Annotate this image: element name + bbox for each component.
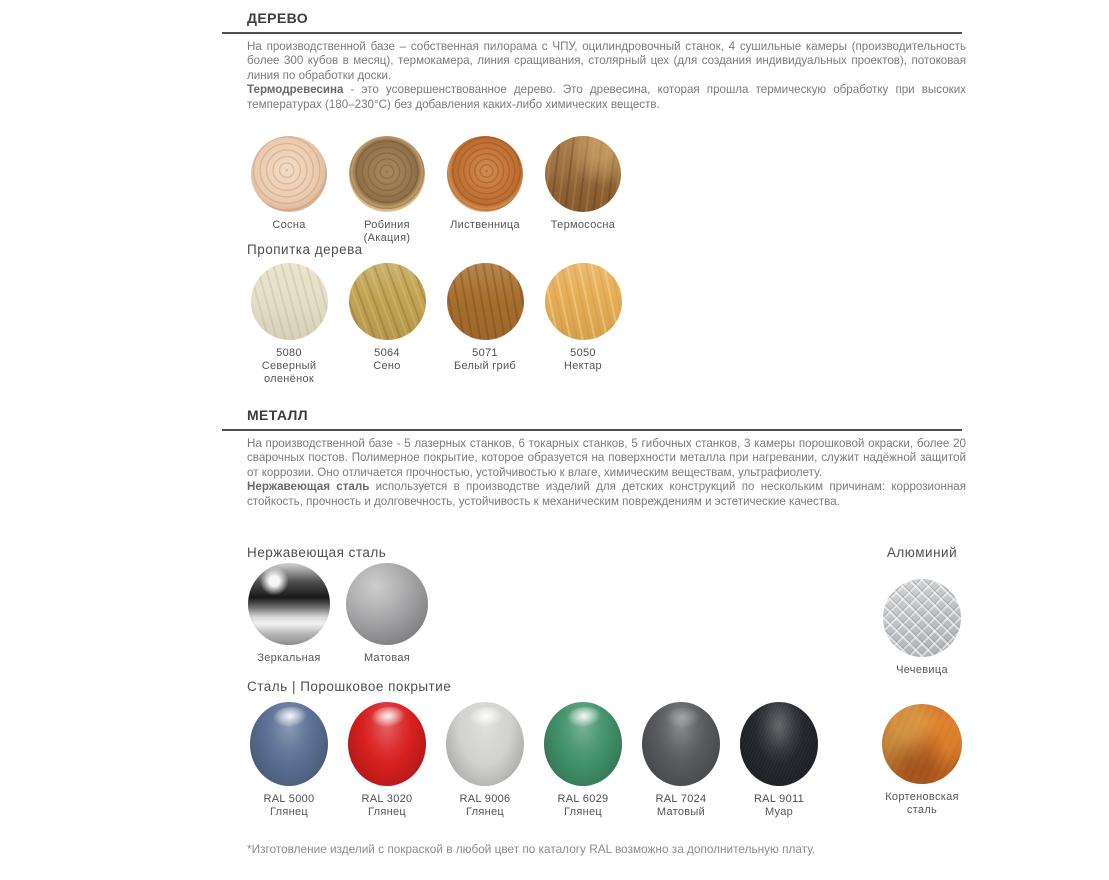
wood-intro-paragraph: На производственной базе – собственная пилорама с ЧПУ, оцилиндровочный станок, 4 сушильные камеры (производительность более 300 кубов в месяц), термокамера, линия сращивания, столярный цех (для создания индивидуальных проектов), потоковая линия по обработки доски. xyxy=(247,40,966,82)
thermowood-paragraph xyxy=(247,83,966,112)
ral-item xyxy=(240,702,338,819)
ral-item xyxy=(730,702,828,819)
impregnation-swatch-5080 xyxy=(251,263,328,340)
impregnation-label xyxy=(373,347,400,373)
impregnation-code: 5080 xyxy=(276,347,302,359)
impregnation-title: Пропитка дерева xyxy=(247,242,363,257)
ral-label xyxy=(362,793,413,819)
ral-3020-swatch xyxy=(348,702,426,786)
wood-section-title: ДЕРЕВО xyxy=(247,10,309,26)
ral-finish: Глянец xyxy=(563,806,602,818)
impregnation-item xyxy=(240,263,338,386)
impregnation-item xyxy=(534,263,632,386)
ral-5000-swatch xyxy=(250,702,328,786)
impregnation-name: Сено xyxy=(373,360,401,372)
impregnation-name: Белый гриб xyxy=(453,360,517,372)
impregnation-swatch-5071 xyxy=(447,263,524,340)
aluminum-block xyxy=(874,545,970,677)
larch-label: Лиственница xyxy=(450,219,520,231)
ral-code: RAL 5000 xyxy=(263,793,315,805)
wood-section-divider xyxy=(222,32,962,34)
thermowood-term: Термодревесина xyxy=(247,83,344,97)
ral-label xyxy=(558,793,609,819)
corten-steel-swatch xyxy=(882,704,962,784)
stainless-item xyxy=(338,563,436,665)
thermowood-text: - это усовершенствованное дерево. Это древесина, которая прошла термическую обработку при высоких температурах (180–230°С) без добавления каких-либо химических веществ. xyxy=(247,83,966,111)
pine-swatch xyxy=(251,136,327,212)
impregnation-code: 5071 xyxy=(472,347,498,359)
ral-finish: Глянец xyxy=(367,806,406,818)
matte-steel-swatch xyxy=(346,563,428,645)
impregnation-swatch-5064 xyxy=(349,263,426,340)
impregnation-item xyxy=(338,263,436,386)
larch-swatch xyxy=(447,136,523,212)
aluminum-swatch xyxy=(883,579,961,657)
ral-code: RAL 6029 xyxy=(557,793,609,805)
powder-title: Сталь | Порошковое покрытие xyxy=(247,679,452,694)
matte-steel-label: Матовая xyxy=(363,652,411,664)
ral-label xyxy=(264,793,315,819)
metal-section-title: МЕТАЛЛ xyxy=(247,407,308,423)
ral-code: RAL 9006 xyxy=(459,793,511,805)
thermopine-label: Термососна xyxy=(550,219,616,231)
ral-code: RAL 3020 xyxy=(361,793,413,805)
stainless-text: используется в производстве изделий для детских конструкций по нескольким причинам: коррозионная стойкость, прочность и долговечность, устойчивость к механическим повреждениям и эстетические качества. xyxy=(247,480,966,508)
ral-9011-swatch xyxy=(740,702,818,786)
stainless-paragraph xyxy=(247,480,966,509)
impregnation-row xyxy=(240,263,632,386)
wood-intro-copy xyxy=(247,40,966,112)
wood-species-item xyxy=(534,136,632,245)
impregnation-label xyxy=(454,347,516,373)
ral-9006-swatch xyxy=(446,702,524,786)
ral-finish: Матовый xyxy=(656,806,706,818)
ral-6029-swatch xyxy=(544,702,622,786)
ral-finish: Глянец xyxy=(269,806,308,818)
powder-row xyxy=(240,702,828,819)
pine-label: Сосна xyxy=(272,219,306,231)
wood-species-item xyxy=(436,136,534,245)
ral-code: RAL 7024 xyxy=(655,793,707,805)
ral-item xyxy=(534,702,632,819)
ral-item xyxy=(632,702,730,819)
stainless-title: Нержавеющая сталь xyxy=(247,545,387,560)
thermopine-swatch xyxy=(545,136,621,212)
ral-7024-swatch xyxy=(642,702,720,786)
wood-species-row xyxy=(240,136,632,245)
mirror-steel-label: Зеркальная xyxy=(257,652,321,664)
ral-code: RAL 9011 xyxy=(753,793,805,805)
ral-finish: Муар xyxy=(764,806,794,818)
aluminum-title: Алюминий xyxy=(886,545,958,560)
impregnation-label xyxy=(242,347,336,386)
metal-intro-paragraph: На производственной базе - 5 лазерных станков, 6 токарных станков, 5 гибочных станков, 3 камеры порошковой окраски, более 20 сварочных постов. Полимерное покрытие, которое образуется на поверхности металла при нагревании, служит надёжной защитой от коррозии. Оно отличается прочностью, устойчивостью к влаге, химическим веществам, ультрафиолету. xyxy=(247,437,966,479)
impregnation-label xyxy=(564,347,602,373)
impregnation-item xyxy=(436,263,534,386)
corten-steel-label: Кортеновская сталь xyxy=(885,791,959,816)
ral-label xyxy=(460,793,511,819)
ral-finish: Глянец xyxy=(465,806,504,818)
impregnation-code: 5050 xyxy=(570,347,596,359)
corten-block xyxy=(874,704,970,817)
wood-species-item xyxy=(338,136,436,245)
robinia-label: Робиния (Акация) xyxy=(363,219,411,244)
impregnation-swatch-5050 xyxy=(545,263,622,340)
ral-item xyxy=(338,702,436,819)
ral-footnote: *Изготовление изделий с покраской в любой цвет по каталогу RAL возможно за дополнительную плату. xyxy=(247,842,816,856)
robinia-swatch xyxy=(349,136,425,212)
ral-item xyxy=(436,702,534,819)
stainless-term: Нержавеющая сталь xyxy=(247,480,370,494)
stainless-row xyxy=(240,563,436,665)
ral-label xyxy=(754,793,804,819)
impregnation-name: Северный оленёнок xyxy=(261,360,317,385)
stainless-item xyxy=(240,563,338,665)
aluminum-label: Чечевица xyxy=(896,664,948,676)
wood-species-item xyxy=(240,136,338,245)
impregnation-code: 5064 xyxy=(374,347,400,359)
metal-intro-copy xyxy=(247,437,966,509)
mirror-steel-swatch xyxy=(248,563,330,645)
impregnation-name: Нектар xyxy=(564,360,602,372)
metal-section-divider xyxy=(222,429,962,431)
ral-label xyxy=(656,793,707,819)
